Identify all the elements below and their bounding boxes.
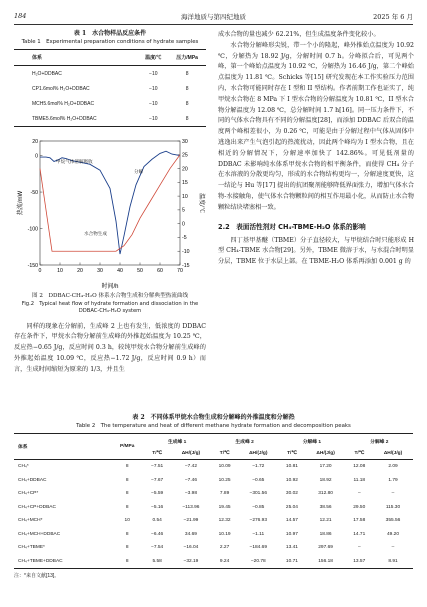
table2-group-header: 分解峰 1 (302, 439, 322, 445)
figure2-caption-cn: 图 2 DDBAC-CH₄-H₂O 体系水合物生成和分解典型热流曲线 (31, 293, 189, 299)
table2-cell: −7.51 (151, 464, 164, 470)
table2-cell: 13.41 (285, 545, 298, 551)
table2-cell: 10.25 (218, 477, 231, 483)
table2-cell: 14.57 (285, 518, 298, 524)
table2-title-cn: 表 2 不同体系甲烷水合物生成和分解峰的外推温度和分解热 (132, 414, 295, 421)
table2-cell: 10.71 (285, 558, 298, 564)
table1-cell: 8 (185, 85, 189, 92)
table2-cell: 19.45 (218, 504, 231, 510)
table2-group-header: 生成峰 1 (167, 439, 187, 445)
table-row (14, 474, 413, 488)
table1-header: 体系 (32, 55, 43, 61)
table2-cell: 11.18 (353, 477, 366, 483)
table2-cell: 7.89 (219, 491, 230, 497)
x-axis-ticks (39, 263, 183, 275)
table-row (14, 528, 413, 542)
table-row (14, 501, 413, 515)
table2-body (14, 460, 413, 569)
y2-axis-ticks (178, 139, 190, 269)
table2-cell: 14.71 (353, 531, 366, 537)
heat-flow-chart (14, 133, 206, 293)
table2-cell: −7.54 (151, 545, 164, 551)
table1-header: 温度/℃ (145, 55, 162, 61)
left-body-paragraph: 同样的现象在分解前，生成峰 2 上也有发生，低浓度的 DDBAC 存在条件下，甲烷水合物分解前生成峰的外推起始温度为 10.25 ℃，反应热−0.65 J/g，反应时间 0.3 h，较纯甲烷水合物分解前生成峰的外推起始温度 10.09 ℃，反应热−1.72 J/g，反应时间 0.9 h）而言，生成时间缩短为原来的 1/3，并且生 (14, 322, 206, 373)
figure2 (14, 133, 206, 293)
y2-tick-label: 10 (182, 193, 188, 200)
table2-cell: 49.20 (386, 531, 399, 537)
table2-cell: −0.65 (252, 477, 265, 483)
y2-tick-label: 0 (182, 221, 185, 228)
table2-cell: −1.11 (252, 531, 265, 537)
table2-block (14, 414, 413, 579)
x-tick-label: 20 (77, 268, 83, 274)
table2-cell: 10.97 (285, 531, 298, 537)
table2-system-cell: CH₄+CP+DDBAC (18, 504, 56, 510)
table2-cell: −16.04 (183, 545, 199, 551)
y2-tick-label: 20 (182, 166, 188, 173)
page-header (14, 10, 413, 24)
y-tick-label: 0 (35, 153, 38, 160)
table2-cell: 8 (125, 464, 129, 470)
table1-cell: −10 (149, 100, 158, 107)
y2-axis-label: 温度/℃ (198, 193, 204, 213)
y2-tick-label: 15 (182, 180, 188, 187)
table2-header-pressure: P/MPa (120, 444, 135, 449)
table2-system-cell: CH₄+TBME+DDBAC (18, 558, 63, 564)
table-row (14, 81, 206, 96)
table2-sub-header: T/℃ (287, 451, 297, 456)
table2-cell: −1.72 (252, 464, 265, 470)
heat-flow-line (40, 151, 180, 254)
y-tick-label: 20 (32, 138, 38, 145)
table2-cell: 355.56 (385, 518, 401, 524)
table2-cell: 13.57 (353, 558, 366, 564)
table2-cell: 10 (124, 518, 130, 524)
y2-tick-label: 30 (182, 138, 188, 145)
table1-cell: −10 (149, 85, 158, 92)
y2-tick-label: -15 (182, 262, 190, 269)
series-lines (40, 151, 180, 254)
table-row (14, 514, 413, 528)
table2-cell: 12.08 (353, 464, 366, 470)
table2-cell: −32.19 (183, 558, 199, 564)
table2-cell: −7.46 (184, 477, 197, 483)
right-paragraph-3: 四丁基甲基醚（TBME）分子直径较大，与甲烷结合时只能形成 H 型 CH₄-TBME 水合物[29]。另外，TBME 微溶于水，与水混合时明显分层，TBME 位于水层上部。在 TBME-H₂O 体系再添加 0.001 g 的 (218, 236, 414, 266)
y-tick-label: -100 (27, 226, 38, 233)
y2-tick-label: 25 (182, 152, 188, 159)
right-column (218, 30, 414, 268)
table1-cell: CP1.6mol% H₂O+DDBAC (32, 85, 90, 92)
x-tick-label: 0 (38, 268, 42, 274)
table2-cell: 10.92 (285, 477, 298, 483)
table2 (14, 433, 413, 569)
table-row (14, 111, 206, 127)
left-column (14, 30, 206, 375)
table1-cell: −10 (149, 70, 158, 77)
table2-cell: 17.58 (353, 518, 366, 524)
table1-cell: TBME5.6mol% H₂O+DDBAC (32, 115, 97, 122)
table2-cell: 8.91 (388, 558, 398, 564)
table1-cell: H₂O+DDBAC (32, 70, 62, 77)
temperature-line (40, 155, 180, 251)
table2-cell: 34.69 (184, 531, 197, 537)
table2-cell: 30.02 (285, 491, 298, 497)
table-row (14, 96, 206, 111)
table2-sub-header: ΔH/(J/g) (316, 451, 335, 456)
table2-cell: 18.92 (319, 477, 332, 483)
table2-sub-header: T/℃ (152, 451, 162, 456)
header-divider (14, 24, 413, 25)
table2-cell: −7.67 (151, 477, 164, 483)
table1-cell: −10 (149, 115, 158, 122)
table2-sub-header: ΔH/(J/g) (249, 451, 268, 456)
section-heading: 2.2 表面活性剂对 CH₄-TBME-H₂O 体系的影响 (218, 222, 366, 231)
table1-cell: 8 (185, 70, 189, 77)
table1-title-en: Table 1 Experimental preparation conditions of hydrate samples (21, 39, 199, 45)
table2-group-header: 生成峰 2 (235, 439, 254, 445)
table2-system-cell: CH₄+TBME* (18, 545, 45, 551)
x-tick-label: 30 (97, 268, 103, 274)
table2-group-header: 分解峰 2 (370, 439, 389, 445)
table2-cell: 8 (125, 491, 129, 497)
table2-cell: 8 (125, 531, 129, 537)
table2-cell: 18.86 (319, 531, 332, 537)
table2-cell: 8 (125, 545, 129, 551)
page-number: 184 (14, 12, 27, 20)
table2-cell: – (357, 491, 361, 497)
y2-tick-label: 5 (182, 207, 185, 214)
table2-cell: −301.56 (249, 491, 267, 497)
right-paragraph-1: 成水合物的量也减少 62.21%，但生成温度条件变化较小。 (218, 31, 380, 38)
table-row (14, 555, 413, 569)
y2-tick-label: -5 (182, 235, 187, 242)
table-row (14, 487, 413, 501)
table1 (14, 49, 206, 127)
table2-cell: 12.32 (218, 518, 231, 524)
table-row (14, 541, 413, 555)
table2-cell: 29.50 (353, 504, 366, 510)
table2-cell: −0.85 (252, 504, 265, 510)
table2-system-cell: CH₄* (18, 464, 29, 470)
table2-note: 注：*来自文献[13]。 (14, 573, 60, 579)
table2-cell: −6.46 (151, 531, 164, 537)
table2-cell: 38.56 (319, 504, 332, 510)
table1-cell: 8 (185, 115, 189, 122)
table2-system-cell: CH₄+MCH+DDBAC (18, 531, 61, 537)
table2-system-cell: CH₄+MCH* (18, 518, 43, 524)
table2-system-cell: CH₄+DDBAC (18, 477, 47, 483)
table2-cell: 8 (125, 477, 129, 483)
table2-system-cell: CH₄+CP* (18, 491, 39, 497)
table2-cell: −276.93 (249, 518, 267, 524)
table2-cell: 8 (125, 504, 129, 510)
table2-cell: – (391, 545, 395, 551)
table2-cell: −5.16 (151, 504, 164, 510)
table2-cell: 2.09 (388, 464, 398, 470)
figure2-caption-en: Fig.2 Typical heat flow of hydrate formation and dissociation in the DDBAC-CH₄-H₂O system (21, 300, 199, 314)
table2-cell: 115.30 (385, 504, 401, 510)
table1-cell: MCH5.6mol% H₂O+DDBAC (32, 100, 95, 107)
table2-sub-header: T/℃ (219, 451, 230, 456)
table2-header-system: 体系 (18, 445, 28, 450)
table2-sub-header: ΔH/(J/g) (383, 451, 403, 456)
table2-cell: −113.96 (182, 504, 200, 510)
table2-cell: −21.99 (183, 518, 199, 524)
table2-cell: −3.98 (184, 491, 197, 497)
journal-title: 海洋地质与第四纪地质 (181, 13, 246, 21)
table-row (14, 460, 413, 474)
y-tick-label: -50 (30, 189, 38, 196)
y-axis-label: 热流/mW (18, 190, 24, 216)
table2-cell: 8 (125, 558, 129, 564)
table2-cell: – (391, 491, 395, 497)
table2-cell: 5.58 (152, 558, 162, 564)
table2-cell: 10.19 (218, 531, 231, 537)
table2-sub-header: T/℃ (354, 451, 365, 456)
annotation-dissolution: 甲烷气体溶解吸收 (56, 159, 93, 164)
table1-title-cn: 表 1 水合物样品反应条件 (73, 30, 147, 37)
x-tick-label: 60 (157, 268, 163, 274)
annotation-formation: 水合物生成 (84, 231, 107, 236)
table2-cell: 10.81 (285, 464, 298, 470)
table2-sub-header: ΔH/(J/g) (181, 451, 201, 456)
table2-cell: – (357, 545, 361, 551)
table2-cell: 12.21 (319, 518, 332, 524)
table2-cell: 10.09 (218, 464, 231, 470)
table2-cell: 9.24 (219, 558, 230, 564)
table2-cell: −7.42 (184, 464, 197, 470)
y-tick-label: -150 (27, 262, 38, 269)
table2-cell: 17.20 (319, 464, 332, 470)
annotation-dissociation: 分解 (134, 169, 144, 174)
table2-cell: 25.04 (285, 504, 298, 510)
table1-cell: 8 (185, 100, 189, 107)
table1-header: 压力/MPa (176, 55, 198, 61)
x-tick-label: 40 (117, 268, 123, 274)
table2-cell: 312.80 (318, 491, 333, 497)
issue-date: 2025 年 6 月 (373, 13, 413, 21)
x-tick-label: 70 (177, 268, 183, 274)
x-tick-label: 10 (57, 268, 63, 274)
table2-title-en: Table 2 The temperature and heat of different methane hydrate formation and decomposition peaks (76, 423, 351, 429)
table2-cell: 156.18 (318, 558, 333, 564)
table2-cell: −20.78 (250, 558, 266, 564)
table2-cell: −184.69 (249, 545, 267, 551)
table2-cell: 297.69 (318, 545, 333, 551)
table2-cell: 2.27 (219, 545, 230, 551)
table2-cell: 1.79 (388, 477, 398, 483)
x-tick-label: 50 (137, 268, 143, 274)
right-paragraph-2: 水合物分解峰形尖锐，带一个小的隆起，峰外推始点温度为 10.92 ℃，分解热为 18.92 J/g，分解时间 0.7 h。分峰拟合后，可见两个峰，第一个峰始点温度为 10.92 ℃，分解热为 16.46 J/g，第二个峰始点温度为 11.81 ℃。Schicks 等[15] 研究发现在本工作实验压力范围内，水合物可能同时存在 I 型和 II 型结构。作者前期工作也证实了，纯甲烷水合物在 8 MPa 下 I 型水合物的分解温度为 10.81 ℃，II 型水合物分解温度为 12.08 ℃，总分解时间 1.7 h[16]。同一压力条件下，不同的气体水合物具有不同的分解温度[28]，而添加 DDBAC 后双合的温度两个峰相差很小，为 0.26 ℃，可能是由于分解过程中气体从固体中逃逸出来产生气泡引起的热流扰动，因此两个峰均为 I 型水合物，且在相近的分解情况下，分解速率加快了 142.86%。可见低剂量的 DDBAC 未影响纯水体系甲烷水合物的相平衡条件，而使得 CH₄ 分子在水溶液的分散更均匀，形成的水合物结构更均一，分解速度更快，这一结论与 Hu 等[17] 提出的抗团聚剂能够降低界面张力，增加气体水合物-水接触角，使气体水合物颗粒间的相互作用最小化，从而防止水合物颗粒结块堵塞相一致。 (218, 41, 414, 211)
x-axis-label: 时间/h (101, 284, 119, 290)
y2-tick-label: -10 (182, 249, 190, 256)
table2-cell: −5.59 (151, 491, 164, 497)
table-row (14, 66, 206, 82)
table2-cell: 0.54 (152, 518, 162, 524)
